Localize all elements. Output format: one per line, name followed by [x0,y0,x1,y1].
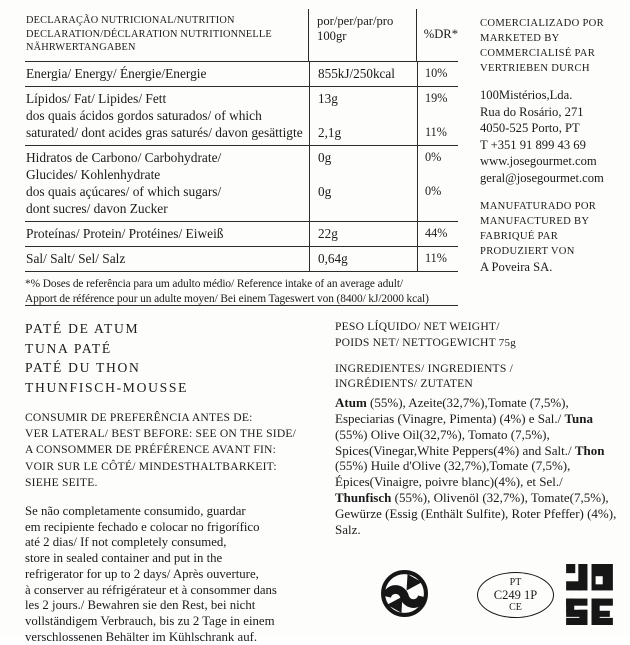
row-label: Sal/ Salt/ Sel/ Salz [26,250,126,266]
nutrition-row-energy [25,61,458,86]
ingredients-heading: INGREDIENTES/ INGREDIENTS / INGRÉDIENTS/ ZUTATEN [335,361,513,391]
product-name: TUNA PATÉ [25,340,112,356]
row-label: dos quais ácidos gordos saturados/ of which [26,107,262,123]
ec-mark-ce: CE [509,602,522,613]
net-weight-value: 75g [498,336,516,349]
row-dr: 10% [425,65,448,80]
nutrition-row-protein [25,221,458,246]
marketed-by-heading: COMERCIALIZADO POR MARKETED BY COMMERCIALISÉ PAR VERTRIEBEN DURCH [480,18,604,74]
phone-number: T +351 91 899 43 69 [480,137,586,152]
ingredient-pt: Atum [335,395,367,411]
row-label: Proteínas/ Protein/ Protéines/ Eiweiß [26,225,224,241]
product-names [25,319,325,397]
row-label: dos quais açúcares/ of which sugars/ [26,183,222,199]
green-dot-recycling-icon [380,569,429,618]
row-label: Energia/ Energy/ Énergie/Energie [26,65,207,81]
nutrition-title-line: DECLARATION/DÉCLARATION NUTRITIONNELLE [26,28,272,40]
row-value: 13g [318,90,338,106]
manufactured-by-heading: MANUFATURADO POR MANUFACTURED BY FABRIQUÉ PAR PRODUZIERT VON A Poveira SA. [480,199,622,276]
row-dr: 11% [425,250,447,265]
net-weight: PESO LÍQUIDO/ NET WEIGHT/ POIDS NET/ NETTOGEWICHT 75g [335,320,516,349]
ingredient-fr: Thon [574,442,605,458]
nutrition-row-carbohydrate [25,145,458,221]
ingredients-section [335,319,621,537]
row-value: 0g [318,183,332,199]
column-header-dr: %DR* [416,9,458,61]
row-value: 0g [318,149,332,165]
product-name: PATÉ DE ATUM [25,321,140,336]
product-section [25,319,325,645]
row-value: 0,64g [318,250,348,266]
row-value: 22g [318,225,338,241]
ec-identification-mark [477,572,554,618]
address-line: Rua do Rosário, 271 [480,104,584,119]
manufacturer-name: A Poveira SA. [480,259,553,274]
email-address: geral@josegourmet.com [480,170,604,185]
row-dr: 19% [425,90,448,105]
website-url: www.josegourmet.com [480,154,597,169]
row-label: Hidratos de Carbono/ Carbohydrate/ [26,149,222,165]
jose-brand-logo [566,564,613,625]
reference-intake-footnote: *% Doses de referência para um adulto médio/ Reference intake of an average adult/ Apport de référence pour un adulte moyen/ Bei einem Tageswert von (8400/ kJ/2000 kcal) [25,277,429,305]
row-dr: 0% [425,149,442,164]
ingredient-en: Tuna [564,410,593,426]
product-name: PATÉ DU THON [25,360,141,375]
row-dr: 44% [425,225,448,240]
nutrition-title-line: NÄHRWERTANGABEN [26,42,136,54]
address-line: 4050-525 Porto, PT [480,121,580,136]
nutrition-table [25,9,458,307]
row-label: dont sucres/ davon Zucker [26,200,168,216]
nutrition-title [25,9,308,61]
company-name: 100Mistérios,Lda. [480,88,573,102]
column-header-per-100g: por/per/par/pro 100gr [308,9,416,61]
section-divider [25,305,458,306]
storage-instructions: Se não completamente consumido, guardar em recipiente fechado e colocar no frigorífico até 2 dias/ If not completely consumed, store in sealed container and put in the refrigerator for up to 2 days/ Après ouverture, à conserver au réfrigérateur et à consommer dans les 2 jours./ Bewahren sie den Rest, bei nicht vollständigem Verbrauch, bis zu 2 Tage in einem verschlossenen Behälter im Kühlschrank auf. [25,504,277,644]
ec-mark-country: PT [509,577,522,588]
row-dr: 11% [425,124,447,139]
product-name: THUNFISCH-MOUSSE [25,379,189,395]
nutrition-title-line: DECLARAÇÃO NUTRICIONAL/NUTRITION [26,15,235,26]
row-value: 855kJ/250kcal [318,65,395,81]
company-address [480,87,622,187]
row-label: saturated/ dont acides gras saturés/ davon gesättigte [26,124,303,140]
row-dr: 0% [425,183,442,198]
ingredient-de: Thunfisch [335,489,392,505]
row-label: Glucides/ Kohlenhydrate [26,166,161,182]
company-info [480,16,622,275]
nutrition-table-header [25,9,458,61]
ec-mark-code: C249 1P [493,588,538,602]
row-label: Lípidos/ Fat/ Lipides/ Fett [26,90,167,106]
ingredients-list: Atum (55%), Azeite(32,7%),Tomate (7,5%), Especiarias (Vinagre, Pimenta) (4%) e Sal./ Tuna (55%) Olive Oil(32,7%), Tomato (7,5%), Spices(Vinegar,White Peppers(4%) and Salt./ Thon (55%) Huile d'Olive (32,7%),Tomate (7,5%), Épices(Vinaigre, poivre blanc)(4%), et Sel./ Thunfisch (55%), Olivenöl (32,7%), Tomate(7,5%), Gewürze (Essig (Enthält Sulfite), Roter Pfeffer) (4%), Salz. [335,395,617,537]
row-value: 2,1g [318,124,342,140]
nutrition-row-fat [25,86,458,145]
best-before-notice: CONSUMIR DE PREFERÊNCIA ANTES DE: VER LATERAL/ BEST BEFORE: SEE ON THE SIDE/ A CONSOMMER DE PRÉFÉRENCE AVANT FIN: VOIR SUR LE CÔTÉ/ MINDESTHALTBARKEIT: SIEHE SEITE. [25,411,297,489]
nutrition-row-salt [25,246,458,272]
